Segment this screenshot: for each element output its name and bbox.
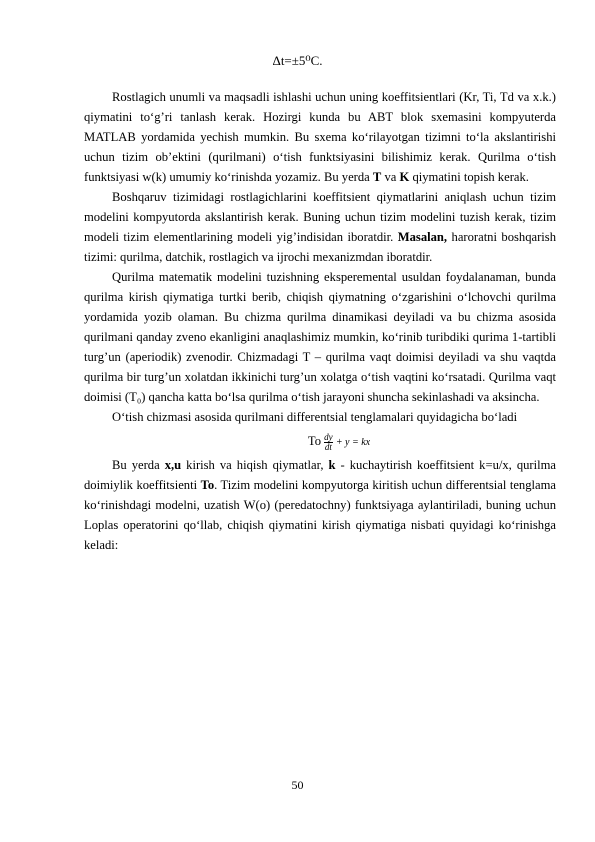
fraction-numerator: dy	[324, 431, 333, 442]
derivative-fraction	[324, 433, 333, 452]
paragraph-5: Bu yerda x,u kirish va hiqish qiymatlar, k - kuchaytirish koeffitsient k=u/x, qurilma doimiylik koeffitsienti To. Tizim modelini kompyutorga kiritish uchun differentsial tenglama ko‘rinishdagi modelni, uzatish W(o) (peredatochny) funktsiyaga aylantiriladi, buning uchun Loplas operatorini qo‘llab, chiqish qiymatini kirish qiymatiga nisbati quyidagi ko‘rinishga keladi:	[84, 458, 556, 552]
equation-rest: + y = kx	[335, 437, 371, 448]
paragraph-1: Rostlagich unumli va maqsadli ishlashi uchun uning koeffitsientlari (Kr, Ti, Td va x.k.) qiymatini to‘g’ri tanlash kerak. Hozirgi kunda bu ABT blok sxemasini kompyuterda MATLAB yordamida yechish mumkin. Bu sxema ko‘rilayotgan tizimni to‘la akslantirishi uchun tizim ob’ektini (qurilmani) o‘tish funktsiyasini bilishimiz kerak. Qurilma o‘tish funktsiyasi w(k) umumiy ko‘rinishda yozamiz. Bu yerda T va K qiymatini topish kerak.	[84, 90, 556, 184]
equation-prefix: To	[307, 434, 321, 448]
paragraph-3: Qurilma matematik modelini tuzishning eksperemental usuldan foydalanaman, bunda qurilma kirish qiymatiga turtki berib, chiqish qiymatning o‘zgarishini o‘lchovchi qurilma yordamida yozib olaman. Bu chizma qurilma dinamikasi deyiladi va bu chizma asosida qurilmani qanday zveno ekanligini anaqlashimiz mumkin, ko‘rinib turibdiki qurima 1-tartibli turg’un (aperiodik) zvenodir. Chizmadagi T – qurilma vaqt doimisi deyiladi va shu vaqtda qurilma bir turg’un xolatdan ikkinichi turg’un xolatga o‘tish vaqtini ko‘rsatadi. Qurilma vaqt doimisi (T₀) qancha katta bo‘lsa qurilma o‘tish jarayoni shuncha sekinlashadi va aksincha.	[84, 270, 556, 404]
fraction-denominator: dt	[324, 441, 332, 452]
body-text	[84, 87, 556, 555]
paragraph-4: O‘tish chizmasi asosida qurilmani differentsial tenglamalari quyidagicha bo‘ladi	[112, 410, 518, 424]
page-number: 50	[291, 778, 304, 792]
paragraph-2: Boshqaruv tizimidagi rostlagichlarini koeffitsient qiymatlarini aniqlash uchun tizim modelini kompyutorda akslantirish kerak. Buning uchun tizim modelini tuzish kerak, tizim modeli tizim elementlarining modeli yig’indisidan iboratdir. Masalan, haroratni boshqarish tizimi: qurilma, datchik, rostlagich va ijrochi mexanizmdan iboratdir.	[84, 190, 556, 264]
differential-equation	[84, 427, 556, 455]
delta-t-formula: Δt=±5⁰C.	[272, 53, 323, 68]
